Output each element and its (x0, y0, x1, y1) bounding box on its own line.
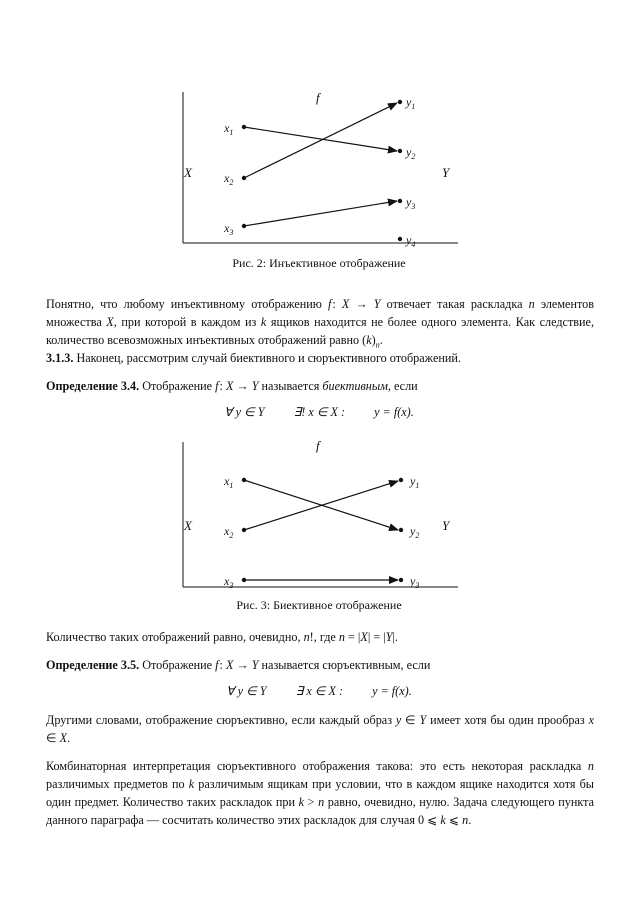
x1-label: $x_1$ (224, 474, 234, 490)
section-text: Наконец, рассмотрим случай биективного и сюръективного отображений. (76, 351, 461, 365)
section-number: 3.1.3. (46, 351, 74, 365)
arrow-x2-y1 (244, 103, 397, 178)
formula-bijective (0, 405, 638, 420)
arrow-x1-y2 (244, 127, 397, 151)
def34-title: Определение 3.4. (46, 379, 140, 393)
y3-label: $y_3$ (410, 574, 420, 590)
definition-3-4: Определение 3.4. Отображение f : X → Y называется биективным, если (46, 379, 418, 393)
domain-label: X (184, 518, 192, 533)
y3-point (399, 578, 403, 582)
formula1-part2: ∃! x ∈ X : (293, 405, 346, 419)
y1-label: $y_1$ (410, 474, 420, 490)
def34-term: биективным, (322, 379, 391, 393)
figure-injective-diagram (0, 80, 638, 255)
formula2-part3: y = f(x). (372, 684, 412, 698)
y1-point (398, 100, 402, 104)
x2-label: $x_2$ (224, 171, 234, 187)
f-label: f (316, 438, 320, 453)
formula1-part3: y = f(x). (374, 405, 414, 419)
formula2-part2: ∃ x ∈ X : (295, 684, 344, 698)
y2-label: $y_2$ (410, 524, 420, 540)
f-label: f (316, 90, 320, 105)
domain-label: X (184, 165, 192, 180)
figure2-caption: Рис. 3: Биективное отображение (236, 598, 402, 612)
formula1-part1: ∀ y ∈ Y (224, 405, 265, 419)
paragraph-surjective-meaning: Другими словами, отображение сюръективно, если каждый образ y ∈ Y имеет хотя бы один прообраз x ∈ X. (46, 713, 594, 745)
y4-label: $y_4$ (406, 233, 416, 249)
y2-label: $y_2$ (406, 145, 416, 161)
formula2-part1: ∀ y ∈ Y (226, 684, 267, 698)
paragraph-injective-count: Понятно, что любому инъективному отображению f : X → Y отвечает такая раскладка n элементов множества X, при которой в каждом из k ящиков находится не более одного элемента. Как следствие, количество всевозможных инъективных отображений равно $(k)_n$. (46, 297, 594, 350)
def35-title: Определение 3.5. (46, 658, 140, 672)
figure-bijective-diagram (0, 430, 638, 595)
codomain-label: Y (442, 518, 450, 533)
definition-3-5: Определение 3.5. Отображение f : X → Y называется сюръективным, если (46, 658, 431, 672)
section-3-1-3 (46, 349, 594, 367)
paragraph-surjective-interpretation: Комбинаторная интерпретация сюръективного отображения такова: это есть некоторая раскладка n различимых предметов по k различимым ящикам при условии, что в каждом ящике находится хотя бы один предмет. Количество таких раскладок при k > n равно, очевидно, нулю. Задача следующего пункта данного параграфа — сосчитать количество этих раскладок для случая 0 ⩽ k ⩽ n. (46, 759, 594, 827)
y3-label: $y_3$ (406, 195, 416, 211)
x1-label: $x_1$ (224, 121, 234, 137)
formula-surjective (0, 684, 638, 699)
y2-point (398, 149, 402, 153)
y3-point (398, 199, 402, 203)
x3-label: $x_3$ (224, 574, 234, 590)
y2-point (399, 528, 403, 532)
arrow-x3-y3 (244, 201, 397, 226)
y1-label: $y_1$ (406, 95, 416, 111)
y1-point (399, 478, 403, 482)
paragraph-bijective-count: Количество таких отображений равно, очевидно, n!, где n = |X| = |Y|. (46, 630, 398, 644)
codomain-label: Y (442, 165, 450, 180)
x2-label: $x_2$ (224, 524, 234, 540)
y4-point (398, 237, 402, 241)
figure1-caption: Рис. 2: Инъективное отображение (232, 256, 406, 270)
x3-label: $x_3$ (224, 221, 234, 237)
